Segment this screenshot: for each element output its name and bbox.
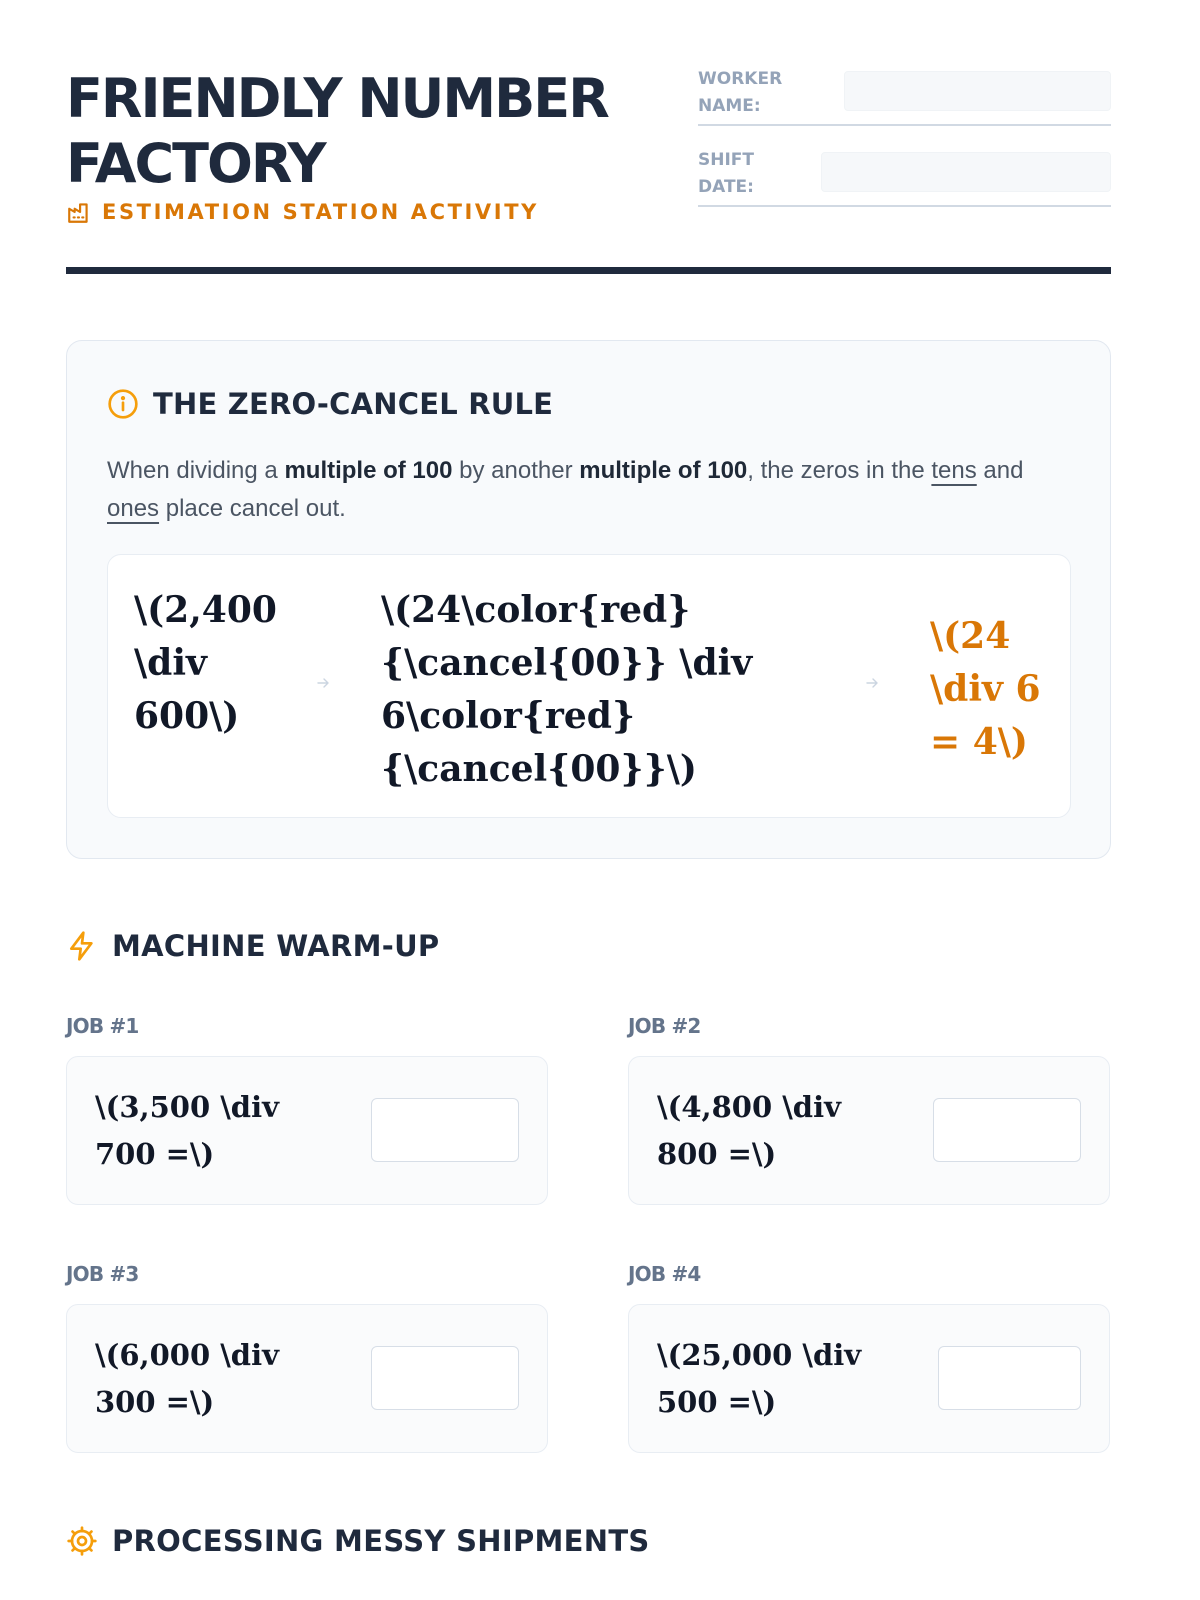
- rule-card-header: [107, 387, 553, 421]
- header-divider: [66, 267, 1111, 274]
- shipments-section-title: PROCESSING MESSY SHIPMENTS: [112, 1524, 650, 1558]
- rule-underlined-term: tens: [931, 457, 977, 484]
- rule-text-part: place cancel out.: [159, 495, 346, 522]
- rule-card-title: THE ZERO-CANCEL RULE: [153, 387, 554, 421]
- job-card: [66, 1304, 548, 1453]
- worker-name-label: WORKER NAME:: [698, 69, 783, 116]
- rule-text-part: and: [976, 457, 1024, 484]
- job-label: JOB #4: [628, 1262, 701, 1286]
- rule-bold-term: multiple of 100: [579, 457, 748, 484]
- shift-date-input[interactable]: [821, 152, 1111, 192]
- job-answer-input[interactable]: [371, 1098, 519, 1162]
- job-expression: \(25,000 \div 500 =\): [657, 1338, 862, 1419]
- factory-icon: [66, 199, 92, 225]
- job-card: [628, 1056, 1110, 1205]
- shipments-section-header: [66, 1524, 650, 1558]
- warmup-section-header: [66, 929, 439, 963]
- page-title: FRIENDLY NUMBER FACTORY: [66, 67, 608, 195]
- worker-name-input[interactable]: [844, 71, 1111, 111]
- rule-text-part: When dividing a: [107, 457, 285, 484]
- rule-explanation: [107, 452, 1057, 528]
- job-expression: \(3,500 \div 700 =\): [95, 1090, 279, 1171]
- arrow-right-icon: [316, 676, 330, 690]
- rule-example-box: [107, 554, 1071, 818]
- lightning-icon: [66, 930, 98, 962]
- rule-text-part: , the zeros in the: [747, 457, 932, 484]
- job-answer-input[interactable]: [933, 1098, 1081, 1162]
- gear-icon: [66, 1525, 98, 1557]
- zero-cancel-rule-card: [66, 340, 1111, 859]
- job-label: JOB #3: [66, 1262, 139, 1286]
- rule-bold-term: multiple of 100: [284, 457, 453, 484]
- job-label: JOB #1: [66, 1014, 139, 1038]
- page-subtitle: ESTIMATION STATION ACTIVITY: [102, 200, 539, 224]
- job-label: JOB #2: [628, 1014, 701, 1038]
- example-middle-expression: \(24\color{red}{\cancel{00}} \div 6\color{red}{\cancel{00}}\): [381, 589, 753, 790]
- info-icon: [107, 388, 139, 420]
- shift-date-field: [698, 147, 1111, 207]
- job-card: [628, 1304, 1110, 1453]
- job-card: [66, 1056, 548, 1205]
- job-answer-input[interactable]: [938, 1346, 1081, 1410]
- rule-text-part: by another: [452, 457, 580, 484]
- job-expression: \(4,800 \div 800 =\): [657, 1090, 841, 1171]
- job-expression: \(6,000 \div 300 =\): [95, 1338, 279, 1419]
- shift-date-label: SHIFT DATE:: [698, 150, 755, 197]
- warmup-section-title: MACHINE WARM-UP: [112, 929, 440, 963]
- example-start-expression: \(2,400 \div 600\): [134, 589, 277, 737]
- subtitle-row: [66, 199, 539, 225]
- example-result-expression: \(24 \div 6 = 4\): [930, 615, 1041, 763]
- worker-name-field: [698, 66, 1111, 126]
- job-answer-input[interactable]: [371, 1346, 519, 1410]
- arrow-right-icon: [865, 676, 879, 690]
- rule-underlined-term: ones: [107, 495, 160, 522]
